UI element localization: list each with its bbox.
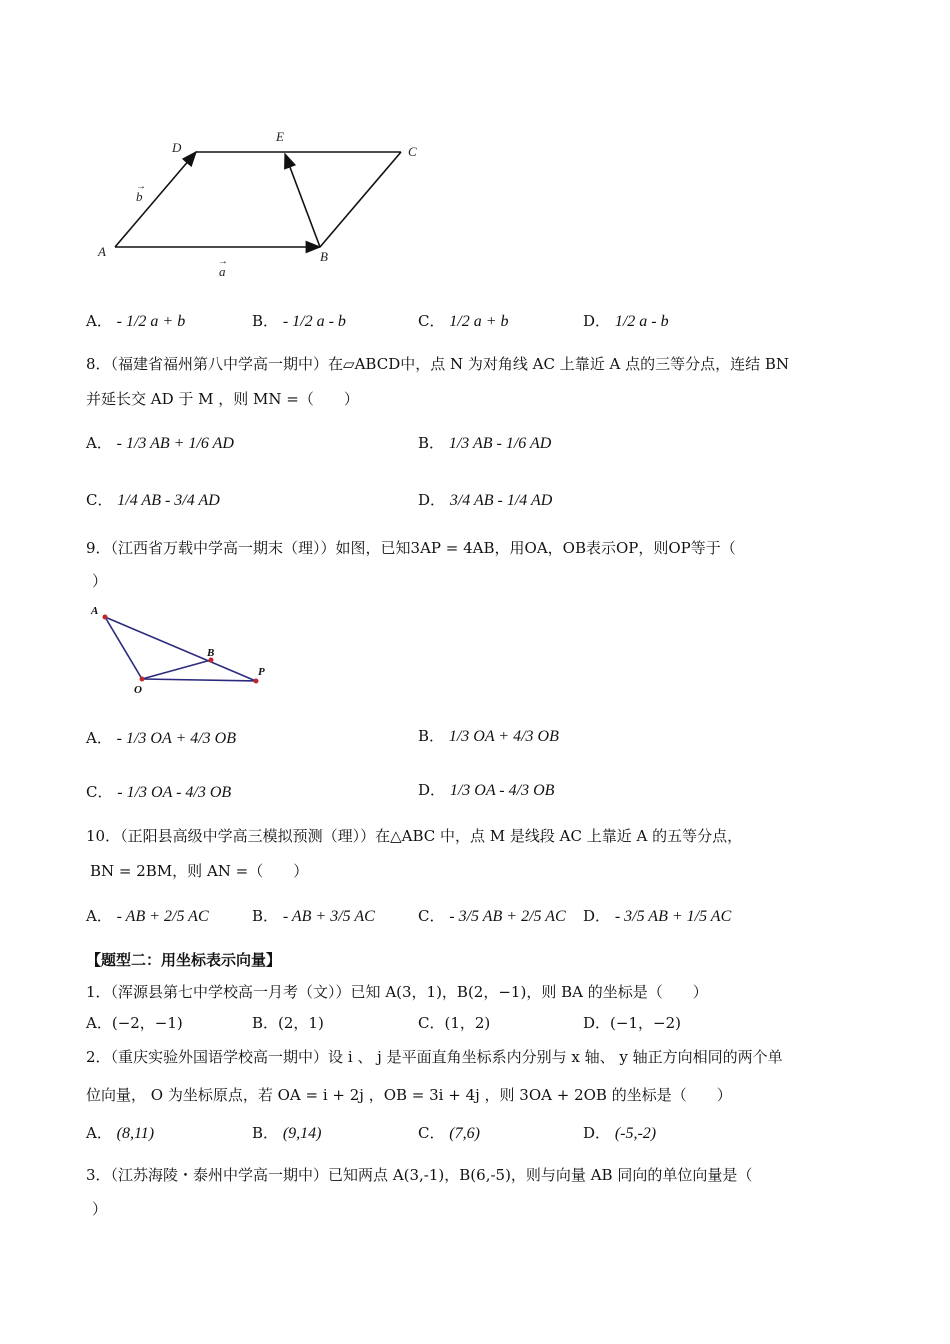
svg-text:→: → — [136, 181, 146, 192]
point-P — [254, 679, 259, 684]
label-P: P — [258, 666, 265, 678]
q7-option-d[interactable]: D． 1/2 a - b — [583, 312, 669, 330]
s2q1-option-c[interactable]: C．(1，2) — [418, 1014, 491, 1032]
s2q2-stem-line2: 位向量， O 为坐标原点，若 OA = i + 2j ，OB = 3i + 4j ，则 3OA + 2OB 的坐标是（ ） — [86, 1086, 732, 1104]
edge-BE — [285, 154, 320, 247]
s2q2-stem-line1: 2．（重庆实验外国语学校高一期中）设 i 、 j 是平面直角坐标系内分别与 x 轴、 y 轴正方向相同的两个单 — [86, 1048, 783, 1066]
label-D: D — [172, 140, 182, 155]
s2q3-stem-line1: 3．（江苏海陵・泰州中学高一期中）已知两点 A(3,-1)，B(6,-5)，则与向量 AB 同向的单位向量是（ — [86, 1166, 753, 1184]
s2q1-option-a[interactable]: A．(−2，−1) — [86, 1014, 183, 1032]
q8-stem-line1: 8．（福建省福州第八中学高一期中）在▱ABCD中，点 N 为对角线 AC 上靠近 A 点的三等分点，连结 BN — [86, 355, 790, 373]
point-O — [140, 677, 145, 682]
s2q2-option-d[interactable]: D． (-5,-2) — [583, 1124, 657, 1142]
q7-option-a[interactable]: A． - 1/2 a + b — [86, 312, 186, 330]
s2q3-stem-line2: ） — [92, 1200, 108, 1218]
q10-option-a[interactable]: A． - AB + 2/5 AC — [86, 907, 209, 925]
q8-option-d[interactable]: D． 3/4 AB - 1/4 AD — [418, 491, 553, 509]
edge-AD — [115, 152, 196, 247]
s2q2-option-c[interactable]: C． (7,6) — [418, 1124, 480, 1142]
svg-text:→: → — [218, 256, 228, 267]
q8-option-c[interactable]: C． 1/4 AB - 3/4 AD — [86, 491, 220, 509]
s2q2-option-a[interactable]: A． (8,11) — [86, 1124, 155, 1142]
q10-option-d[interactable]: D． - 3/5 AB + 1/5 AC — [583, 907, 732, 925]
q10-option-b[interactable]: B． - AB + 3/5 AC — [252, 907, 375, 925]
q7-option-b[interactable]: B． - 1/2 a - b — [252, 312, 346, 330]
s2q2-option-b[interactable]: B． (9,14) — [252, 1124, 322, 1142]
label-a: a — [219, 264, 226, 279]
section-title: 【题型二：用坐标表示向量】 — [86, 951, 282, 969]
q9-option-a[interactable]: A． - 1/3 OA + 4/3 OB — [86, 729, 237, 747]
q8-stem-line2: 并延长交 AD 于 M ，则 MN =（ ） — [86, 390, 359, 408]
q9-option-d[interactable]: D． 1/3 OA - 4/3 OB — [418, 781, 555, 799]
label-b: b — [136, 189, 143, 204]
label-B: B — [207, 647, 215, 659]
s2q1-stem: 1．（浑源县第七中学校高一月考（文））已知 A(3，1)，B(2，−1)，则 BA 的坐标是（ ） — [86, 983, 708, 1001]
label-A: A — [98, 244, 106, 259]
q8-option-b[interactable]: B． 1/3 AB - 1/6 AD — [418, 434, 552, 452]
q7-option-c[interactable]: C． 1/2 a + b — [418, 312, 509, 330]
label-E: E — [276, 129, 284, 144]
q9-stem-line2: ） — [92, 572, 108, 590]
q10-option-c[interactable]: C． - 3/5 AB + 2/5 AC — [418, 907, 566, 925]
s2q1-option-d[interactable]: D．(−1，−2) — [583, 1014, 681, 1032]
edge-BC — [320, 152, 401, 247]
label-O: O — [134, 684, 142, 696]
q8-option-a[interactable]: A． - 1/3 AB + 1/6 AD — [86, 434, 234, 452]
triangle-figure — [85, 600, 275, 700]
q9-stem-line1: 9．（江西省万载中学高一期末（理））如图，已知3AP = 4AB，用OA，OB表示OP，则OP等于（ — [86, 539, 736, 557]
q9-option-b[interactable]: B． 1/3 OA + 4/3 OB — [418, 727, 559, 745]
label-C: C — [408, 144, 417, 159]
s2q1-option-b[interactable]: B．(2，1) — [252, 1014, 324, 1032]
label-B: B — [320, 249, 328, 264]
parallelogram-figure — [90, 125, 430, 285]
q10-stem-line1: 10．（正阳县高级中学高三模拟预测（理））在△ABC 中，点 M 是线段 AC 上靠近 A 的五等分点， — [86, 827, 743, 845]
q9-option-c[interactable]: C． - 1/3 OA - 4/3 OB — [86, 783, 232, 801]
point-A — [103, 615, 108, 620]
label-A: A — [91, 605, 99, 617]
q10-stem-line2: BN = 2BM，则 AN =（ ） — [90, 862, 309, 880]
